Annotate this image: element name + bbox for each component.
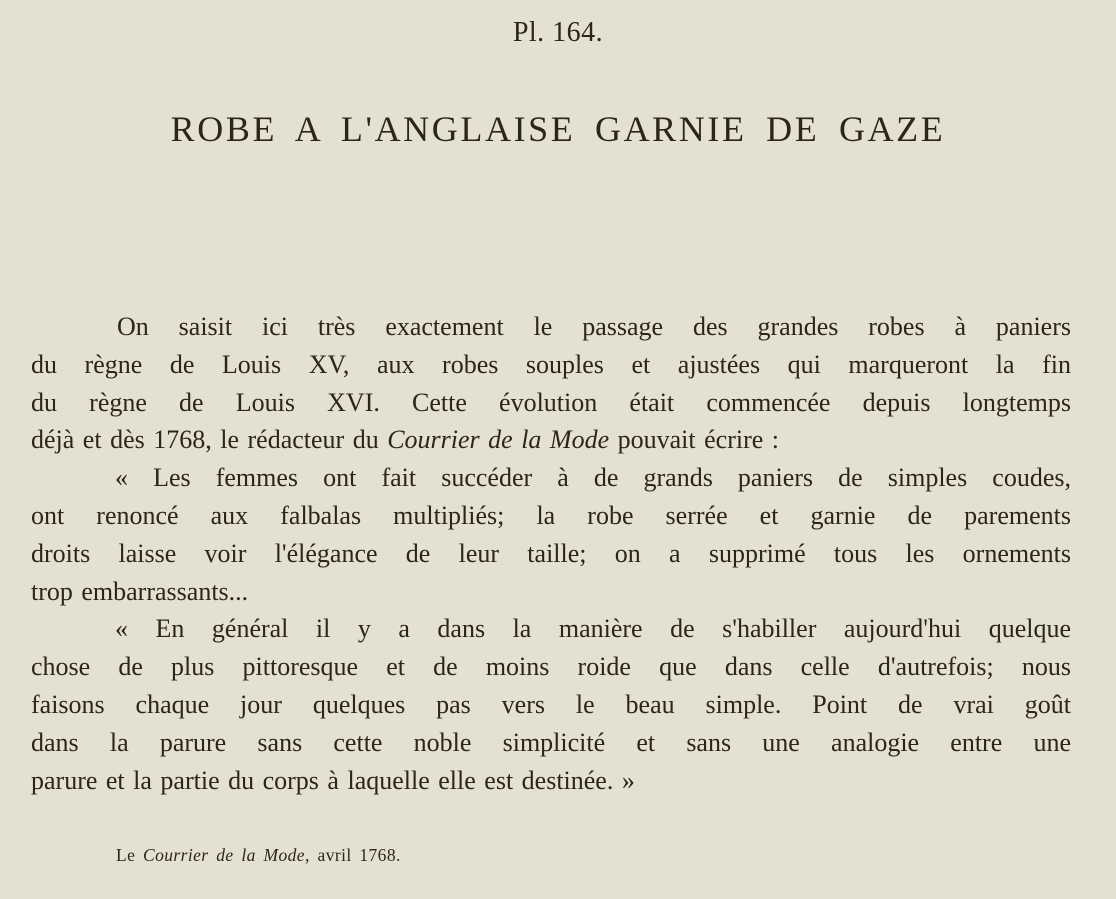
paragraph-line: du règne de Louis XV, aux robes souples et ajustées qui marqueront la fin [31, 349, 1071, 379]
quote-line: « En général il y a dans la manière de s'habiller aujourd'hui quelque [115, 614, 1071, 644]
plate-number: Pl. 164. [512, 17, 604, 48]
quote-line: dans la parure sans cette noble simplicité et sans une analogie entre une [31, 727, 1071, 757]
source-citation [116, 845, 401, 866]
quote-line: « Les femmes ont fait succéder à de grands paniers de simples coudes, [115, 463, 1071, 493]
source-prefix: Le [116, 845, 144, 865]
body-text [31, 308, 1071, 799]
quote-line: faisons chaque jour quelques pas vers le beau simple. Point de vrai goût [31, 689, 1071, 719]
source-publication: Courrier de la Mode [143, 845, 305, 865]
quote-line: parure et la partie du corps à laquelle elle est destinée. » [31, 765, 635, 795]
paragraph-text: pouvait écrire : [609, 425, 779, 455]
quote-line: chose de plus pittoresque et de moins roide que dans celle d'autrefois; nous [31, 652, 1071, 682]
paragraph-line: du règne de Louis XVI. Cette évolution était commencée depuis longtemps [31, 387, 1071, 417]
paragraph-line: On saisit ici très exactement le passage des grandes robes à paniers [117, 312, 1071, 341]
publication-title: Courrier de la Mode [387, 425, 610, 455]
page-title: ROBE A L'ANGLAISE GARNIE DE GAZE [170, 109, 946, 149]
quote-line: ont renoncé aux falbalas multipliés; la robe serrée et garnie de parements [31, 500, 1071, 530]
paragraph-line [31, 421, 1071, 459]
quote-line: droits laisse voir l'élégance de leur taille; on a supprimé tous les ornements [31, 538, 1071, 568]
paragraph-text: déjà et dès 1768, le rédacteur du [31, 425, 388, 455]
quote-line: trop embarrassants... [31, 576, 249, 606]
source-date: , avril 1768. [304, 845, 401, 865]
